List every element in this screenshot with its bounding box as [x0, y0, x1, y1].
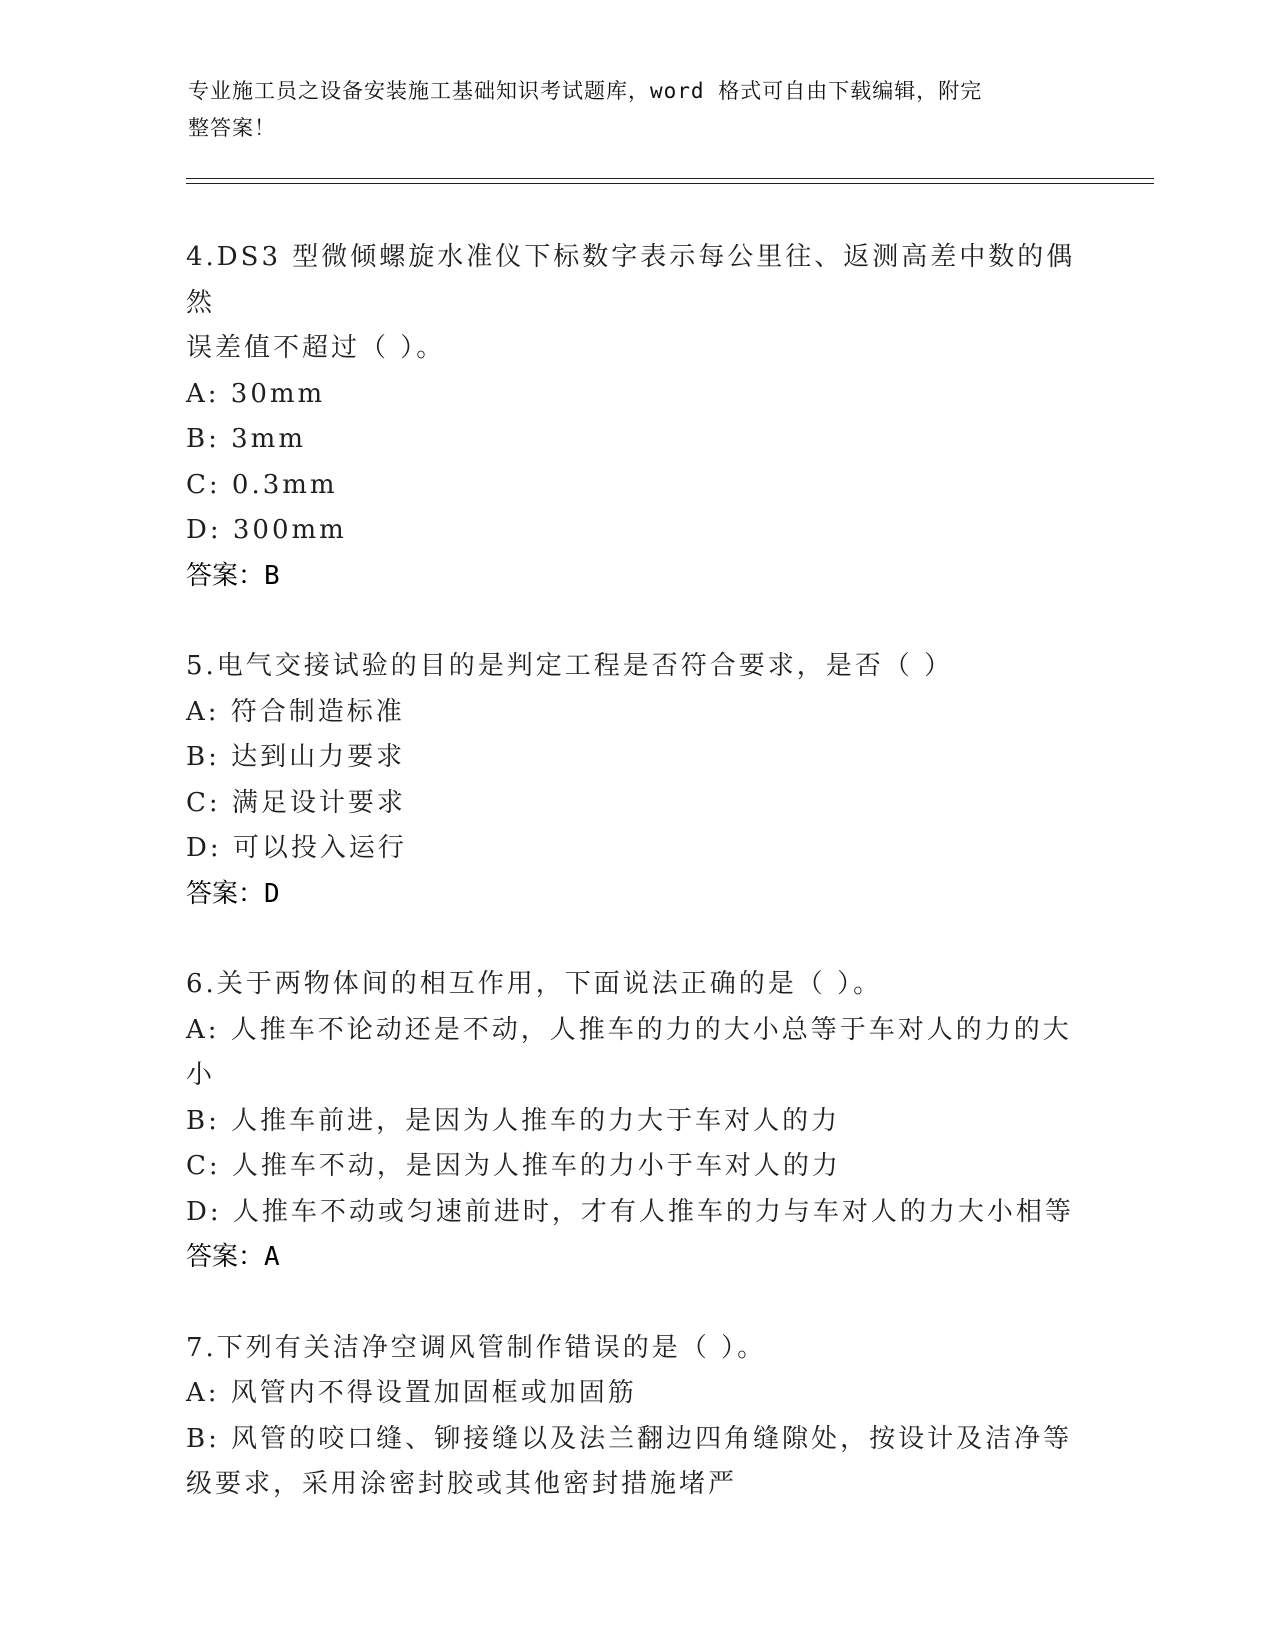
answer-line: 答案：D — [186, 878, 280, 909]
question-stem-line: 误差值不超过（ ）。 — [186, 333, 446, 363]
option-c: C: 满足设计要求 — [186, 787, 406, 818]
option-a: A: 30mm — [186, 378, 326, 409]
question-stem-line: 6.关于两物体间的相互作用，下面说法正确的是（ ）。 — [186, 969, 883, 999]
question-5 — [186, 644, 1091, 917]
option-d: D: 可以投入运行 — [186, 833, 407, 863]
header-divider-top — [186, 178, 1154, 179]
option-a: A: 风管内不得设置加固框或加固筋 — [186, 1378, 637, 1408]
option-b-continuation: 级要求，采用涂密封胶或其他密封措施堵严 — [186, 1469, 738, 1499]
question-6 — [186, 962, 1091, 1281]
answer-line: 答案：B — [186, 560, 280, 591]
question-stem-line: 7.下列有关洁净空调风管制作错误的是（ ）。 — [186, 1332, 767, 1363]
answer-line: 答案：A — [186, 1242, 280, 1272]
option-b: B: 达到山力要求 — [186, 742, 406, 772]
option-b: B: 人推车前进，是因为人推车的力大于车对人的力 — [186, 1105, 841, 1136]
option-c: C: 0.3mm — [186, 469, 338, 500]
question-7 — [186, 1326, 1091, 1508]
option-a: A: 人推车不论动还是不动，人推车的力的大小总等于车对人的力的大 — [186, 1014, 1072, 1045]
header-divider-bottom — [186, 183, 1154, 184]
question-list — [186, 235, 1091, 1553]
question-stem-line: 5.电气交接试验的目的是判定工程是否符合要求，是否（ ） — [186, 651, 954, 681]
option-d: D: 300mm — [186, 515, 347, 545]
option-a: A: 符合制造标准 — [186, 696, 405, 727]
document-header — [188, 73, 1068, 147]
option-d: D: 人推车不动或匀速前进时，才有人推车的力与车对人的力大小相等 — [186, 1196, 1074, 1227]
question-stem-line: 4.DS3 型微倾螺旋水准仪下标数字表示每公里往、返测高差中数的偶然 — [186, 242, 1076, 318]
option-c: C: 人推车不动，是因为人推车的力小于车对人的力 — [186, 1151, 841, 1181]
option-a-continuation: 小 — [186, 1060, 216, 1090]
option-b: B: 风管的咬口缝、铆接缝以及法兰翻边四角缝隙处，按设计及洁净等 — [186, 1423, 1073, 1454]
header-title-line-2: 整答案！ — [188, 116, 276, 140]
header-title-line-1: 专业施工员之设备安装施工基础知识考试题库，word 格式可自由下载编辑，附完 — [188, 79, 983, 103]
option-b: B: 3mm — [186, 424, 306, 454]
question-4 — [186, 235, 1091, 599]
